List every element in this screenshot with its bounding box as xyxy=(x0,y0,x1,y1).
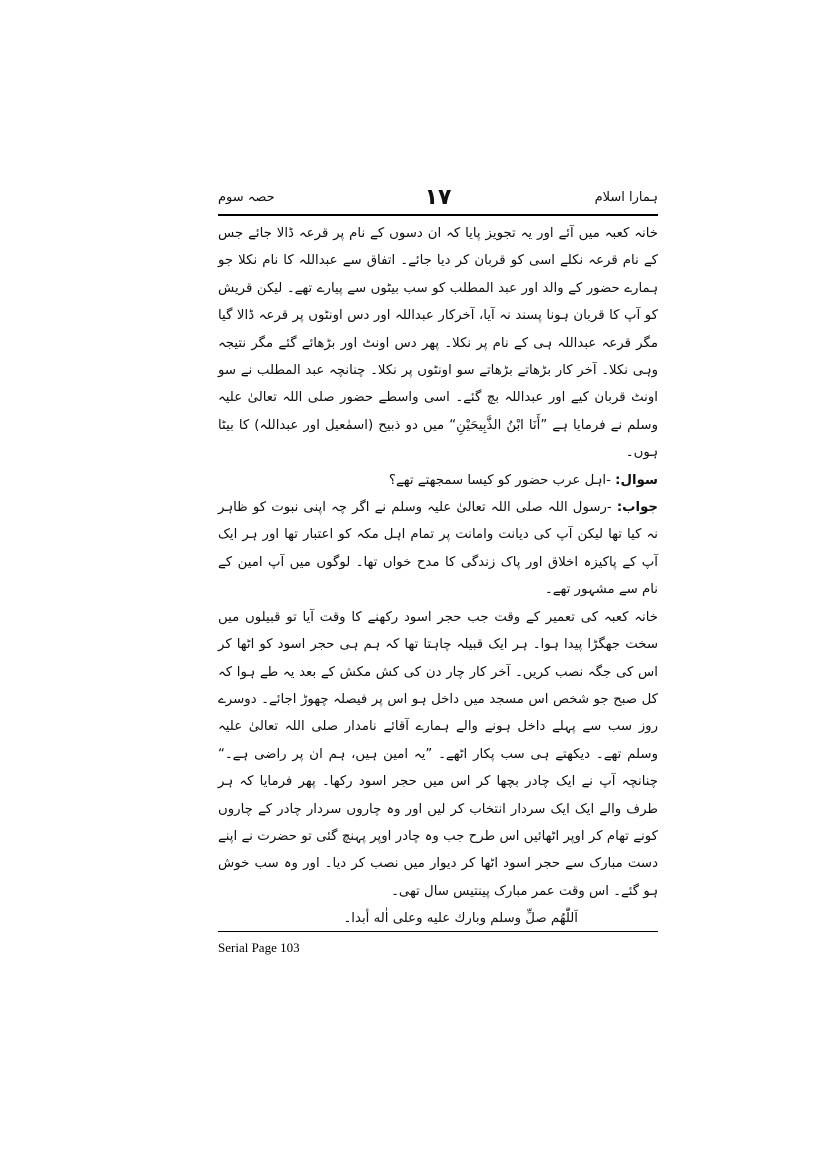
answer-label: جواب: xyxy=(616,500,658,516)
closing-dua: اَللّٰهُم صلِّ وسلم وبارك عليه وعلى اٰله أبدا۔ xyxy=(343,911,578,927)
paragraph-1: خانہ کعبہ میں آئے اور یہ تجویز پایا کہ ان دسوں کے نام پر قرعہ ڈالا جائے جس کے نام قرعہ نکلے اسی کو قربان کر دیا جائے۔ اتفاق سے عبداللہ کا نام نکلا جو ہمارے حضور کے والد اور عبد المطلب کو سب بیٹوں سے پیارے تھے۔ لیکن قریش کو آپ کا قربان ہونا پسند نہ آیا، آخرکار عبداللہ اور دس اونٹوں پر قرعہ ڈالا گیا مگر قرعہ عبداللہ ہی کے نام پر نکلا۔ پھر دس اونٹ اور بڑھائے گئے مگر نتیجہ وہی نکلا۔ آخر کار بڑھاتے بڑھاتے سو اونٹوں پر نکلا۔ چنانچہ عبد المطلب نے سو اونٹ قربان کیے اور عبداللہ بچ گئے۔ اسی واسطے حضور صلی اللہ تعالیٰ علیہ وسلم نے فرمایا ہے ”أَنَا ابْنُ الذَّبِيحَيْنِ“ میں دو ذبیح (اسمٰعیل اور عبداللہ) کا بیٹا ہوں۔ xyxy=(218,226,658,461)
book-title: ہمارا اسلام xyxy=(594,190,658,205)
serial-page: Serial Page 103 xyxy=(218,940,300,955)
part-label: حصہ سوم xyxy=(218,190,275,205)
page-header xyxy=(218,185,658,216)
page-footer xyxy=(218,931,658,956)
paragraph-2: خانہ کعبہ کی تعمیر کے وقت جب حجر اسود رکھنے کا وقت آیا تو قبیلوں میں سخت جھگڑا پیدا ہوا۔ ہر ایک قبیلہ چاہتا تھا کہ ہم ہی حجر اسود کو اٹھا کر اس کی جگہ نصب کریں۔ آخر کار چار دن کی کش مکش کے بعد یہ طے ہوا کہ کل صبح جو شخص اس مسجد میں داخل ہو اس پر فیصلہ چھوڑ اجائے۔ دوسرے روز سب سے پہلے داخل ہونے والے ہمارے آقائے نامدار صلی اللہ تعالیٰ علیہ وسلم تھے۔ دیکھتے ہی سب پکار اٹھے۔ ”یہ امین ہیں، ہم ان پر راضی ہے۔“ چنانچہ آپ نے ایک چادر بچھا کر اس میں حجر اسود رکھا۔ پھر فرمایا کہ ہر طرف والے ایک ایک سردار انتخاب کر لیں اور وہ چاروں سردار چادر کے چاروں کونے تھام کر اوپر اٹھائیں اس طرح جب وہ چادر اوپر پہنچ گئی تو حضرت نے اپنے دست مبارک سے حجر اسود اٹھا کر دیوار میں نصب کر دیا۔ اور وہ سب خوش ہو گئے۔ اس وقت عمر مبارک پینتیس سال تھی۔ xyxy=(218,609,658,899)
question-text: -اہل عرب حضور کو کیسا سمجھتے تھے؟ xyxy=(388,472,611,488)
question xyxy=(218,467,658,494)
question-label: سوال: xyxy=(615,472,658,488)
answer xyxy=(218,494,658,604)
page-number: ۱۷ xyxy=(424,185,452,210)
answer-text: -رسول اللہ صلی اللہ تعالیٰ علیہ وسلم نے اگر چہ اپنی نبوت کو ظاہر نہ کیا تھا لیکن آپ کی دیانت وامانت پر تمام اہل مکہ کو اعتبار تھا اور ہر ایک آپ کے پاکیزہ اخلاق اور پاک زندگی کا مدح خواں تھا۔ لوگوں میں آپ امین کے نام سے مشہور تھے۔ xyxy=(218,500,658,598)
page-body xyxy=(218,220,658,933)
